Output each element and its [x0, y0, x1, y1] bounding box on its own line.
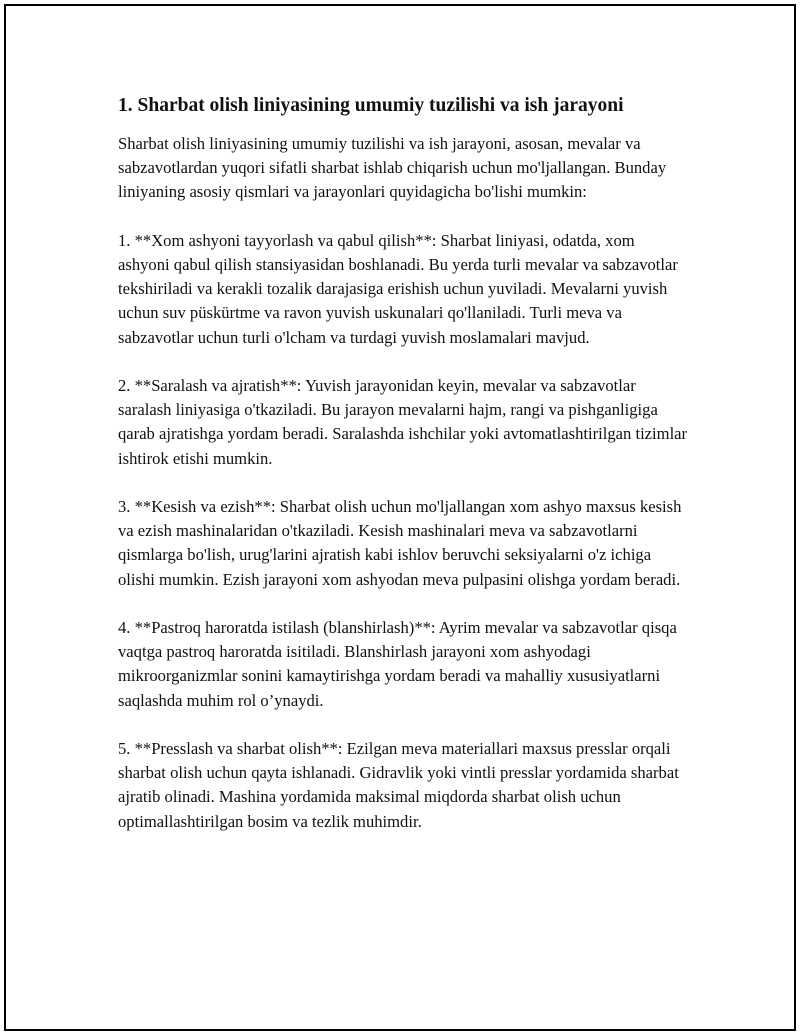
step-1-paragraph: 1. **Xom ashyoni tayyorlash va qabul qilish**: Sharbat liniyasi, odatda, xom ashyoni qabul qilish stansiyasidan boshlanadi. Bu yerda turli mevalar va sabzavotlar tekshiriladi va kerakli tozalik darajasiga erishish uchun yuviladi. Mevalarni yuvish uchun suv püskürtme va ravon yuvish uskunalari qo'llaniladi. Turli meva va sabzavotlar uchun turli o'lcham va turdagi yuvish moslamalari mavjud.	[118, 230, 678, 347]
step-2-paragraph: 2. **Saralash va ajratish**: Yuvish jarayonidan keyin, mevalar va sabzavotlar saralash liniyasiga o'tkaziladi. Bu jarayon mevalarni hajm, rangi va pishganligiga qarab ajratishga yordam beradi. Saralashda ishchilar yoki avtomatlashtirilgan tizimlar ishtirok etishi mumkin.	[118, 376, 688, 468]
step-3-paragraph: 3. **Kesish va ezish**: Sharbat olish uchun mo'ljallangan xom ashyo maxsus kesish va ezish mashinalaridan o'tkaziladi. Kesish mashinalari meva va sabzavotlarni qismlarga bo'lish, urug'larini ajratish kabi ishlov beruvchi seksiyalarni o'z ichiga olishi mumkin. Ezish jarayoni xom ashyodan meva pulpasini olishga yordam beradi.	[118, 497, 682, 589]
step-5-paragraph: 5. **Presslash va sharbat olish**: Ezilgan meva materiallari maxsus presslar orqali sharbat olish uchun qayta ishlanadi. Gidravlik yoki vintli presslar yordamida sharbat ajratib olinadi. Mashina yordamida maksimal miqdorda sharbat olish uchun optimallashtirilgan bosim va tezlik muhimdir.	[118, 739, 679, 831]
section-heading: 1. Sharbat olish liniyasining umumiy tuzilishi va ish jarayoni	[118, 95, 624, 116]
document-body	[118, 92, 688, 834]
step-4-paragraph: 4. **Pastroq haroratda istilash (blanshirlash)**: Ayrim mevalar va sabzavotlar qisqa vaqtga pastroq haroratda isitiladi. Blanshirlash jarayoni xom ashyodagi mikroorganizmlar sonini kamaytirishga yordam beradi va mahalliy xususiyatlarni saqlashda muhim rol o’ynaydi.	[118, 618, 677, 710]
intro-paragraph: Sharbat olish liniyasining umumiy tuzilishi va ish jarayoni, asosan, mevalar va sabzavotlardan yuqori sifatli sharbat ishlab chiqarish uchun mo'ljallangan. Bunday liniyaning asosiy qismlari va jarayonlari quyidagicha bo'lishi mumkin:	[118, 134, 667, 202]
